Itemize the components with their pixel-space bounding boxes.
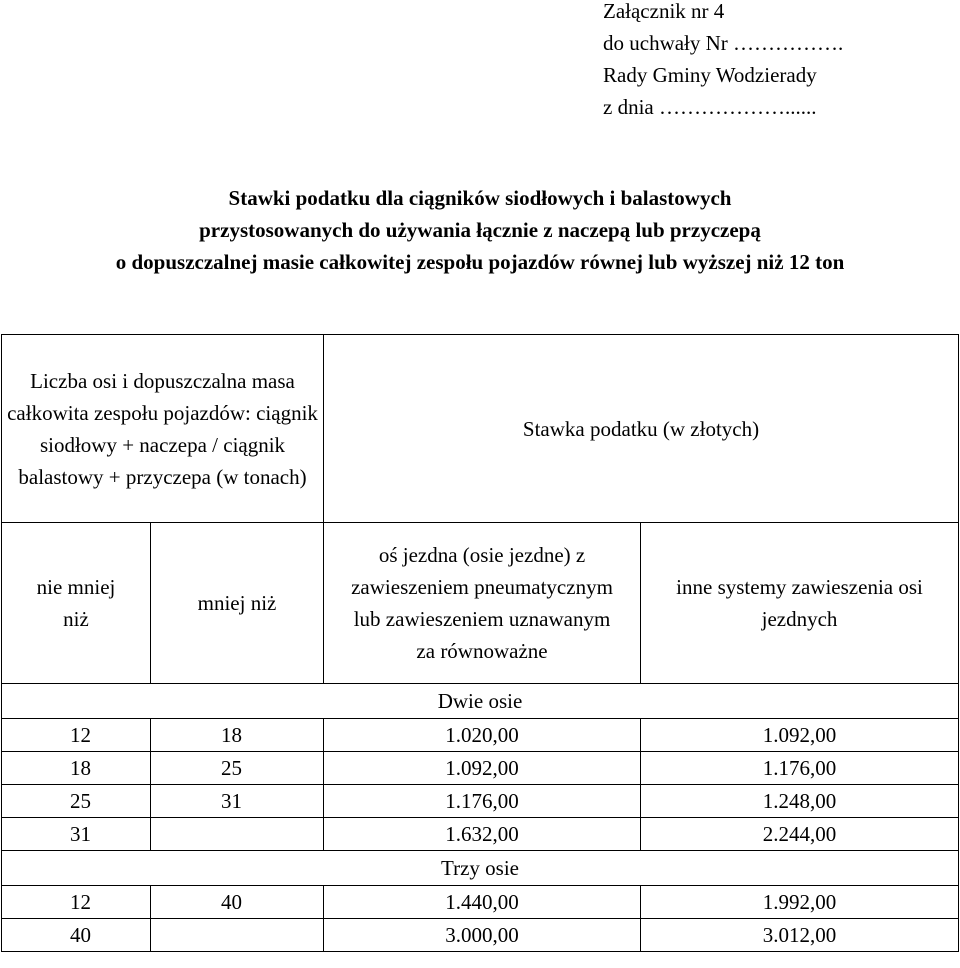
col-other-header: inne systemy zawieszenia osi jezdnych: [641, 523, 959, 684]
document-title: [0, 182, 960, 278]
col-min-header: nie mniej niż: [2, 523, 151, 684]
group-label-two-axles: Dwie osie: [2, 684, 959, 719]
tax-rates-table: [1, 334, 959, 952]
cell-max: 25: [151, 752, 324, 785]
cell-other: 1.092,00: [641, 719, 959, 752]
cell-other: 1.248,00: [641, 785, 959, 818]
cell-other: 2.244,00: [641, 818, 959, 851]
annex-number: Załącznik nr 4: [603, 0, 725, 23]
annex-date: z dnia ………………......: [603, 95, 817, 119]
group-label-three-axles: Trzy osie: [2, 851, 959, 886]
table-row: [2, 785, 959, 818]
cell-other: 3.012,00: [641, 919, 959, 952]
cell-max: 18: [151, 719, 324, 752]
cell-other: 1.176,00: [641, 752, 959, 785]
annex-council: Rady Gminy Wodzierady: [603, 63, 817, 87]
cell-min: 31: [2, 818, 151, 851]
cell-max: [151, 818, 324, 851]
table-row: [2, 919, 959, 952]
cell-pneumatic: 1.092,00: [324, 752, 641, 785]
title-line-3: o dopuszczalnej masie całkowitej zespołu pojazdów równej lub wyższej niż 12 ton: [115, 250, 845, 274]
title-line-1: Stawki podatku dla ciągników siodłowych i balastowych: [228, 186, 732, 210]
col-pneumatic-header: oś jezdna (osie jezdne) z zawieszeniem pneumatycznym lub zawieszeniem uznawanym za równoważne: [324, 523, 641, 684]
cell-pneumatic: 3.000,00: [324, 919, 641, 952]
cell-min: 18: [2, 752, 151, 785]
table-row: [2, 719, 959, 752]
cell-max: 31: [151, 785, 324, 818]
col-max-header: mniej niż: [151, 523, 324, 684]
cell-min: 40: [2, 919, 151, 952]
annex-block: [603, 0, 843, 123]
table-row: [2, 818, 959, 851]
cell-pneumatic: 1.176,00: [324, 785, 641, 818]
cell-min: 12: [2, 886, 151, 919]
cell-min: 12: [2, 719, 151, 752]
table-row: [2, 886, 959, 919]
cell-max: [151, 919, 324, 952]
table-row: [2, 752, 959, 785]
annex-resolution: do uchwały Nr …………….: [603, 31, 844, 55]
cell-pneumatic: 1.020,00: [324, 719, 641, 752]
title-line-2: przystosowanych do używania łącznie z naczepą lub przyczepą: [199, 218, 761, 242]
cell-pneumatic: 1.632,00: [324, 818, 641, 851]
cell-min: 25: [2, 785, 151, 818]
cell-max: 40: [151, 886, 324, 919]
header-rate: Stawka podatku (w złotych): [324, 335, 959, 523]
header-mass: Liczba osi i dopuszczalna masa całkowita zespołu pojazdów: ciągnik siodłowy + naczepa / ciągnik balastowy + przyczepa (w tonach): [2, 335, 324, 523]
cell-other: 1.992,00: [641, 886, 959, 919]
cell-pneumatic: 1.440,00: [324, 886, 641, 919]
